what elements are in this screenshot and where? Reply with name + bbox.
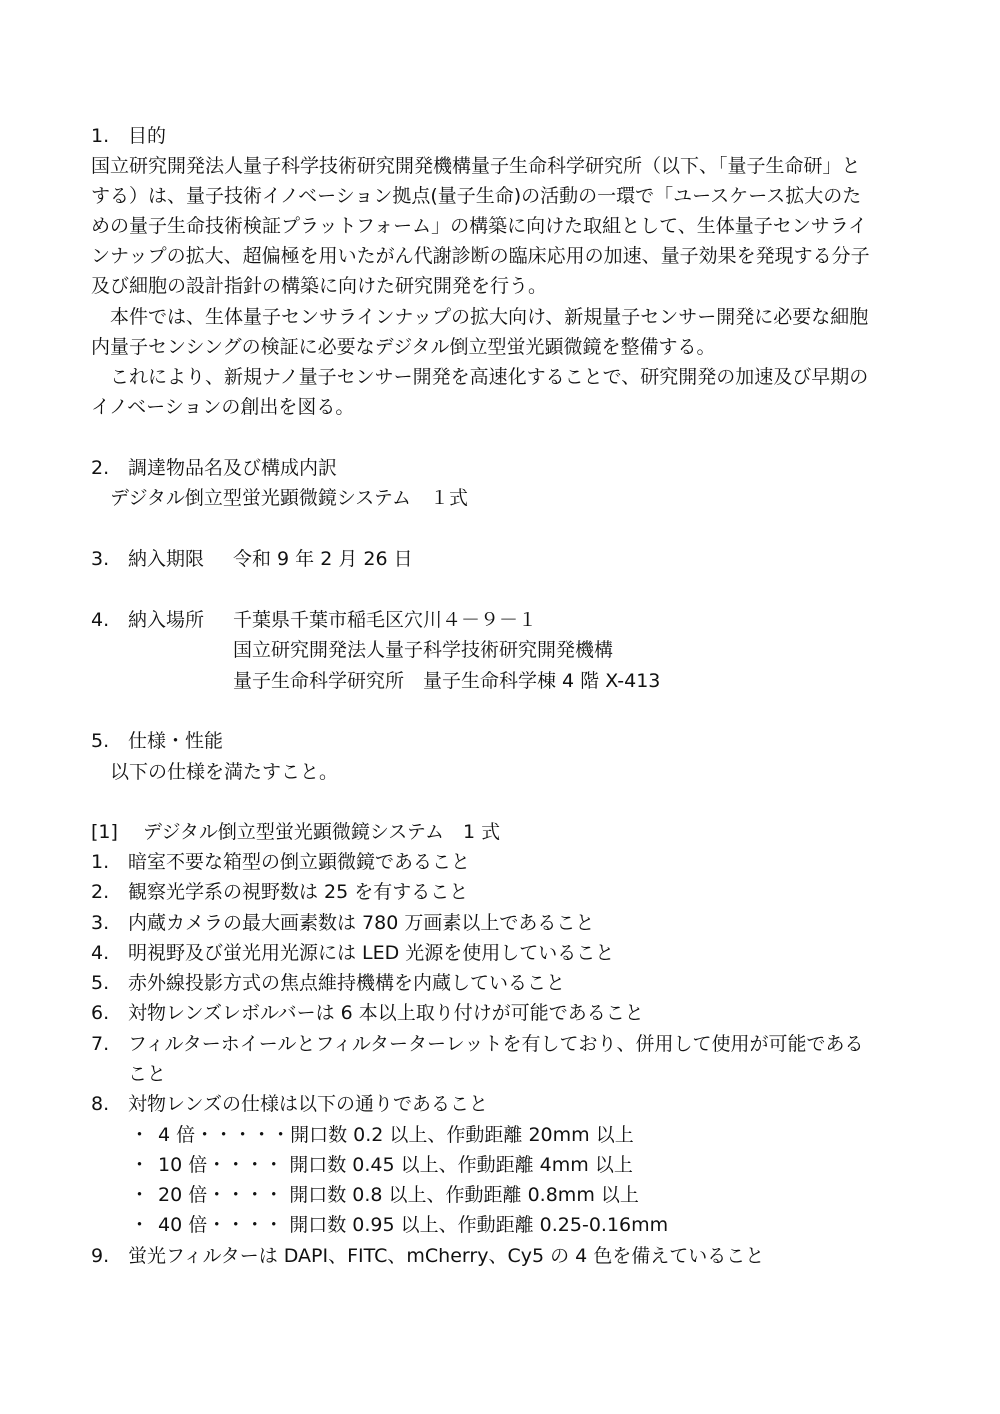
paragraph-line: 国立研究開発法人量子科学技術研究開発機構量子生命科学研究所（以下、「量子生命研」と bbox=[91, 155, 861, 177]
section-number: 4. bbox=[91, 609, 110, 631]
paragraph-line: めの量子生命技術検証プラットフォーム」の構築に向けた取組として、生体量子センサライ bbox=[91, 215, 868, 237]
delivery-address-line: 量子生命科学研究所 量子生命科学棟 4 階 X-413 bbox=[233, 670, 661, 692]
spec-intro: 以下の仕様を満たすこと。 bbox=[110, 761, 339, 783]
spec-title-line bbox=[91, 817, 500, 847]
delivery-address-line: 国立研究開発法人量子科学技術研究開発機構 bbox=[233, 639, 614, 661]
item-number: 7. bbox=[91, 1033, 110, 1055]
section-3-heading bbox=[91, 544, 204, 574]
spec-tag: [1] bbox=[91, 821, 118, 843]
section-number: 5. bbox=[91, 730, 110, 752]
lens-spec-text: 20 倍・・・・ 開口数 0.8 以上、作動距離 0.8mm 以上 bbox=[158, 1184, 639, 1206]
delivery-deadline: 令和 9 年 2 月 26 日 bbox=[233, 548, 413, 570]
spec-title: デジタル倒立型蛍光顕微鏡システム 1 式 bbox=[143, 821, 501, 843]
section-2-heading bbox=[91, 453, 337, 483]
section-title: 納入期限 bbox=[128, 548, 205, 570]
bullet: ・ bbox=[130, 1184, 150, 1206]
lens-spec bbox=[130, 1120, 634, 1150]
bullet: ・ bbox=[130, 1154, 150, 1176]
item-number: 1. bbox=[91, 851, 110, 873]
section-title: 納入場所 bbox=[128, 609, 205, 631]
paragraph-line: イノベーションの創出を図る。 bbox=[91, 396, 355, 418]
item-number: 9. bbox=[91, 1245, 110, 1267]
item-text: フィルターホイールとフィルターターレットを有しており、併用して使用が可能である bbox=[128, 1033, 864, 1055]
item-number: 8. bbox=[91, 1093, 110, 1115]
procurement-item: デジタル倒立型蛍光顕微鏡システム １式 bbox=[110, 487, 468, 509]
item-text: 観察光学系の視野数は 25 を有すること bbox=[128, 881, 469, 903]
bullet: ・ bbox=[130, 1124, 150, 1146]
item-text: 蛍光フィルターは DAPI、FITC、mCherry、Cy5 の 4 色を備えていること bbox=[128, 1245, 765, 1267]
spec-item-continuation: こと bbox=[128, 1063, 167, 1085]
item-text: 対物レンズの仕様は以下の通りであること bbox=[128, 1093, 488, 1115]
paragraph-line: これにより、新規ナノ量子センサー開発を高速化することで、研究開発の加速及び早期の bbox=[110, 366, 869, 388]
item-number: 3. bbox=[91, 912, 110, 934]
lens-spec-text: 4 倍・・・・・開口数 0.2 以上、作動距離 20mm 以上 bbox=[158, 1124, 634, 1146]
paragraph-line: 及び細胞の設計指針の構築に向けた研究開発を行う。 bbox=[91, 275, 548, 297]
item-number: 4. bbox=[91, 942, 110, 964]
section-title: 目的 bbox=[128, 125, 167, 147]
lens-spec bbox=[130, 1150, 633, 1180]
item-text: 明視野及び蛍光用光源には LED 光源を使用していること bbox=[128, 942, 615, 964]
section-number: 3. bbox=[91, 548, 110, 570]
item-number: 6. bbox=[91, 1002, 110, 1024]
paragraph-line: ンナップの拡大、超偏極を用いたがん代謝診断の臨床応用の加速、量子効果を発現する分子 bbox=[91, 245, 870, 267]
section-4-heading bbox=[91, 605, 204, 635]
section-number: 1. bbox=[91, 125, 110, 147]
item-text: 赤外線投影方式の焦点維持機構を内蔵していること bbox=[128, 972, 566, 994]
lens-spec-text: 10 倍・・・・ 開口数 0.45 以上、作動距離 4mm 以上 bbox=[158, 1154, 633, 1176]
bullet: ・ bbox=[130, 1214, 150, 1236]
item-number: 2. bbox=[91, 881, 110, 903]
paragraph-line: する）は、量子技術イノベーション拠点(量子生命)の活動の一環で「ユースケース拡大のた bbox=[91, 185, 862, 207]
delivery-address-line: 千葉県千葉市稲毛区穴川４－９－１ bbox=[233, 609, 538, 631]
item-text: 内蔵カメラの最大画素数は 780 万画素以上であること bbox=[128, 912, 595, 934]
section-5-heading bbox=[91, 726, 223, 756]
item-number: 5. bbox=[91, 972, 110, 994]
item-text: 暗室不要な箱型の倒立顕微鏡であること bbox=[128, 851, 471, 873]
section-number: 2. bbox=[91, 457, 110, 479]
paragraph-line: 本件では、生体量子センサラインナップの拡大向け、新規量子センサー開発に必要な細胞 bbox=[110, 306, 869, 328]
paragraph-line: 内量子センシングの検証に必要なデジタル倒立型蛍光顕微鏡を整備する。 bbox=[91, 336, 716, 358]
section-title: 仕様・性能 bbox=[128, 730, 224, 752]
item-text: 対物レンズレボルバーは 6 本以上取り付けが可能であること bbox=[128, 1002, 644, 1024]
section-1-heading bbox=[91, 121, 166, 151]
lens-spec bbox=[130, 1210, 668, 1240]
lens-spec bbox=[130, 1180, 639, 1210]
section-title: 調達物品名及び構成内訳 bbox=[128, 457, 338, 479]
lens-spec-text: 40 倍・・・・ 開口数 0.95 以上、作動距離 0.25-0.16mm bbox=[158, 1214, 669, 1236]
